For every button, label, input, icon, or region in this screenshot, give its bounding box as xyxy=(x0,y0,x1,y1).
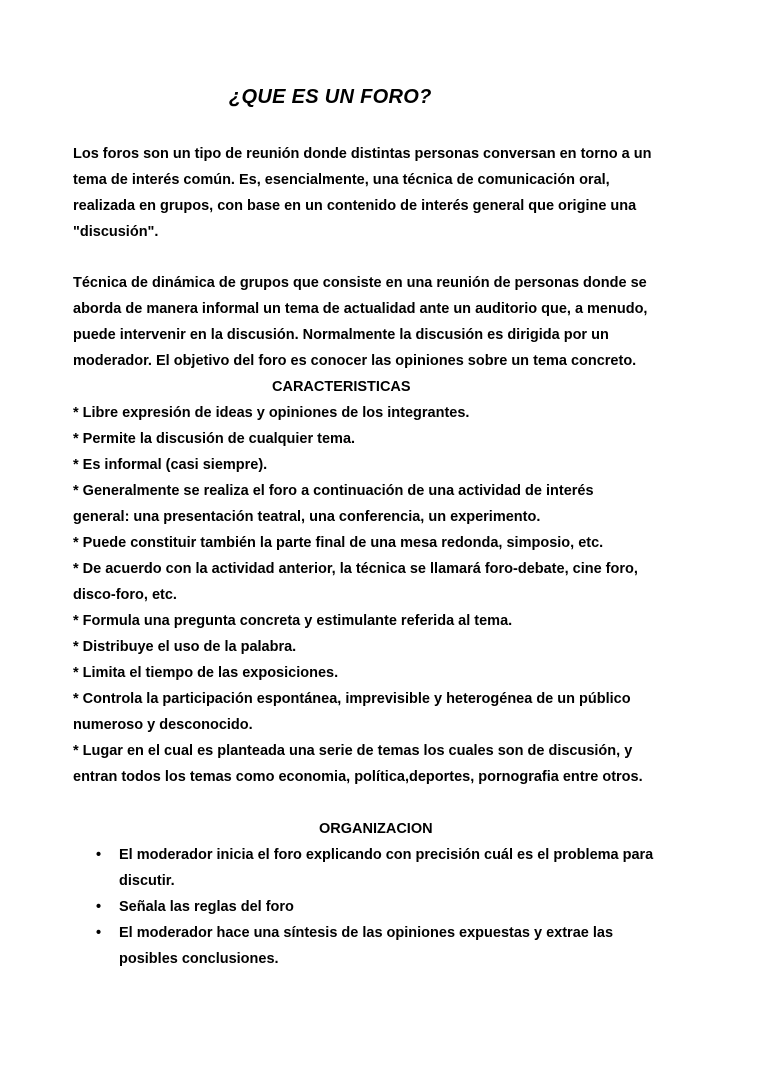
characteristic-line: * De acuerdo con la actividad anterior, la técnica se llamará foro-debate, cine foro, xyxy=(73,561,638,577)
list-item-line: discutir. xyxy=(119,873,175,889)
bullet-icon: • xyxy=(96,925,102,941)
definition-line: puede intervenir en la discusión. Normalmente la discusión es dirigida por un xyxy=(73,327,609,343)
characteristic-line: entran todos los temas como economia, política,deportes, pornografia entre otros. xyxy=(73,769,643,785)
list-item-line: Señala las reglas del foro xyxy=(119,899,294,915)
intro-line: Los foros son un tipo de reunión donde distintas personas conversan en torno a un xyxy=(73,146,652,162)
characteristic-line: * Distribuye el uso de la palabra. xyxy=(73,639,297,655)
characteristic-line: * Lugar en el cual es planteada una serie de temas los cuales son de discusión, y xyxy=(73,743,633,759)
characteristics-heading: CARACTERISTICAS xyxy=(272,379,411,395)
definition-line: Técnica de dinámica de grupos que consiste en una reunión de personas donde se xyxy=(73,275,647,291)
characteristic-line: * Generalmente se realiza el foro a continuación de una actividad de interés xyxy=(73,483,594,499)
characteristic-line: disco-foro, etc. xyxy=(73,587,177,603)
list-item-line: El moderador inicia el foro explicando con precisión cuál es el problema para xyxy=(119,847,654,863)
characteristic-line: * Es informal (casi siempre). xyxy=(73,457,268,473)
page-title: ¿QUE ES UN FORO? xyxy=(229,86,432,108)
list-item-line: posibles conclusiones. xyxy=(119,951,279,967)
characteristic-line: * Formula una pregunta concreta y estimulante referida al tema. xyxy=(73,613,513,629)
list-item xyxy=(73,842,713,894)
characteristic-line: * Controla la participación espontánea, imprevisible y heterogénea de un público xyxy=(73,691,631,707)
spacer xyxy=(73,790,713,816)
characteristic-line: * Libre expresión de ideas y opiniones de los integrantes. xyxy=(73,405,470,421)
definition-line: aborda de manera informal un tema de actualidad ante un auditorio que, a menudo, xyxy=(73,301,648,317)
intro-paragraph xyxy=(73,141,713,245)
bullet-icon: • xyxy=(96,899,102,915)
list-item xyxy=(73,920,713,972)
intro-line: "discusión". xyxy=(73,224,159,240)
organization-heading: ORGANIZACION xyxy=(319,821,433,837)
list-item xyxy=(73,894,713,920)
characteristic-line: numeroso y desconocido. xyxy=(73,717,253,733)
characteristic-line: general: una presentación teatral, una conferencia, un experimento. xyxy=(73,509,541,525)
characteristic-line: * Permite la discusión de cualquier tema. xyxy=(73,431,356,447)
definition-line: moderador. El objetivo del foro es conocer las opiniones sobre un tema concreto. xyxy=(73,353,637,369)
intro-line: realizada en grupos, con base en un contenido de interés general que origine una xyxy=(73,198,637,214)
list-item-line: El moderador hace una síntesis de las opiniones expuestas y extrae las xyxy=(119,925,614,941)
intro-line: tema de interés común. Es, esencialmente, una técnica de comunicación oral, xyxy=(73,172,610,188)
characteristic-line: * Puede constituir también la parte final de una mesa redonda, simposio, etc. xyxy=(73,535,604,551)
bullet-icon: • xyxy=(96,847,102,863)
characteristic-line: * Limita el tiempo de las exposiciones. xyxy=(73,665,339,681)
main-body xyxy=(73,270,713,972)
organization-list xyxy=(73,842,713,972)
